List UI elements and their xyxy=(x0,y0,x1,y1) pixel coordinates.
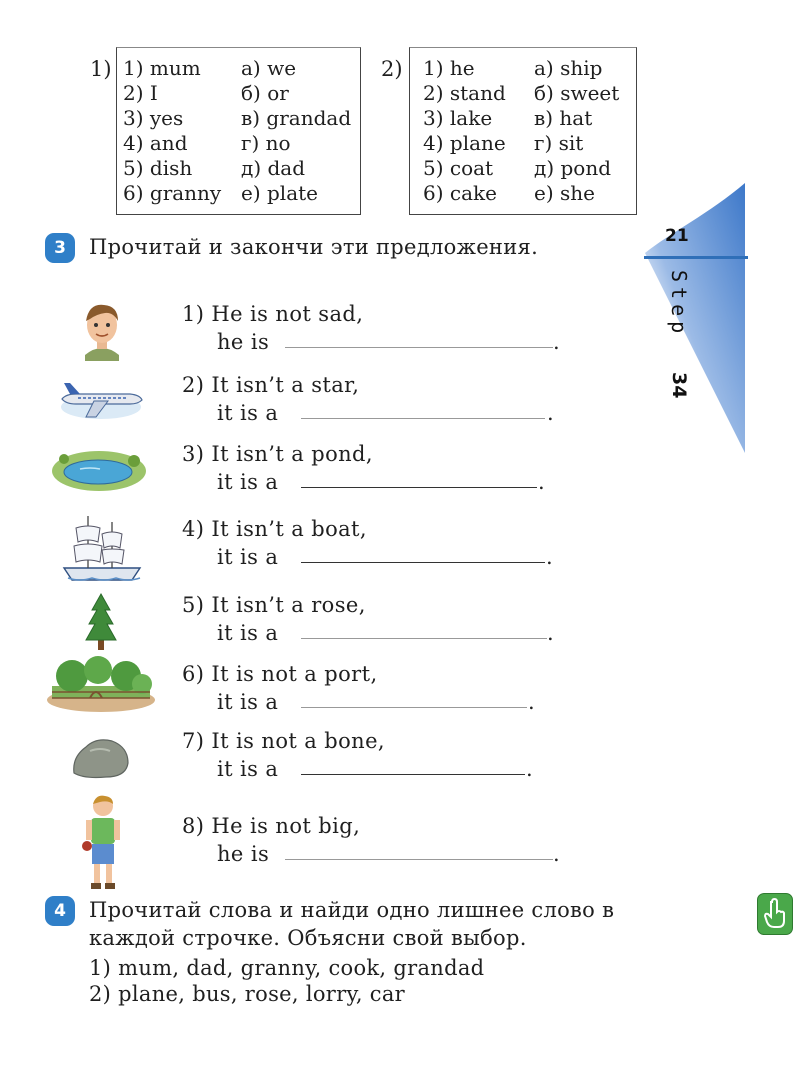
exercise2-part1-number: 1) xyxy=(90,57,112,81)
sentence-5-line2: it is a xyxy=(217,621,279,645)
sentence-2-end: . xyxy=(547,401,555,425)
list-item: 4) plane xyxy=(423,131,506,155)
exercise3-instruction: Прочитай и закончи эти предложения. xyxy=(89,235,539,259)
list-item: а) ship xyxy=(534,56,603,80)
exercise-number-badge: 4 xyxy=(45,896,75,926)
table1-right-column xyxy=(241,56,351,206)
sentence-3-end: . xyxy=(538,470,546,494)
exercise2-part2-number: 2) xyxy=(381,57,403,81)
boy-figure-illustration xyxy=(78,794,126,894)
table2-right-column xyxy=(534,56,619,206)
ship-illustration xyxy=(60,508,144,584)
list-item: е) she xyxy=(534,181,595,205)
list-item: в) hat xyxy=(534,106,593,130)
side-decoration xyxy=(640,183,750,453)
page-number-underline xyxy=(644,256,748,259)
boy-face-illustration xyxy=(75,297,129,361)
sentence-4-line2: it is a xyxy=(217,545,279,569)
list-item: 5) dish xyxy=(123,156,193,180)
list-item: 1) he xyxy=(423,56,475,80)
step-label: Step xyxy=(667,270,691,339)
interactive-tab-button[interactable] xyxy=(757,893,793,935)
sentence-8-line2: he is xyxy=(217,842,270,866)
sentence-2-line1: 2) It isn’t a star, xyxy=(182,373,360,397)
exercise4-instruction-line2: каждой строчке. Объясни свой выбор. xyxy=(89,926,527,950)
answer-blank-3[interactable] xyxy=(301,487,537,488)
sentence-5-line1: 5) It isn’t a rose, xyxy=(182,593,366,617)
answer-blank-6[interactable] xyxy=(301,707,527,708)
list-item: 3) lake xyxy=(423,106,493,130)
sentence-6-end: . xyxy=(528,690,536,714)
answer-blank-1[interactable] xyxy=(285,347,553,348)
sentence-4-line1: 4) It isn’t a boat, xyxy=(182,517,367,541)
answer-blank-7[interactable] xyxy=(301,774,525,775)
word-row-1: 1) mum, dad, granny, cook, grandad xyxy=(89,956,485,980)
sentence-6-line2: it is a xyxy=(217,690,279,714)
sentence-6-line1: 6) It is not a port, xyxy=(182,662,378,686)
list-item: 4) and xyxy=(123,131,188,155)
answer-blank-5[interactable] xyxy=(301,638,547,639)
list-item: 2) stand xyxy=(423,81,506,105)
list-item: 6) granny xyxy=(123,181,222,205)
sentence-1-end: . xyxy=(553,330,561,354)
list-item: 6) cake xyxy=(423,181,497,205)
sentence-4-end: . xyxy=(546,545,554,569)
list-item: 5) coat xyxy=(423,156,494,180)
page-number: 21 xyxy=(665,226,689,246)
list-item: г) sit xyxy=(534,131,584,155)
sentence-7-line2: it is a xyxy=(217,757,279,781)
matching-table-1 xyxy=(116,47,361,215)
answer-blank-4[interactable] xyxy=(301,562,545,563)
sentence-3-line2: it is a xyxy=(217,470,279,494)
sentence-5-end: . xyxy=(547,621,555,645)
pointing-hand-icon xyxy=(758,894,792,934)
sentence-1-line1: 1) He is not sad, xyxy=(182,302,364,326)
matching-table-2 xyxy=(409,47,637,215)
park-illustration xyxy=(46,656,156,714)
rock-illustration xyxy=(70,733,132,779)
sentence-8-line1: 8) He is not big, xyxy=(182,814,361,838)
sentence-3-line1: 3) It isn’t a pond, xyxy=(182,442,373,466)
list-item: д) pond xyxy=(534,156,612,180)
list-item: а) we xyxy=(241,56,297,80)
sentence-2-line2: it is a xyxy=(217,401,279,425)
answer-blank-2[interactable] xyxy=(301,418,545,419)
list-item: в) grandad xyxy=(241,106,352,130)
lake-illustration xyxy=(50,445,148,493)
sentence-7-line1: 7) It is not a bone, xyxy=(182,729,385,753)
list-item: б) or xyxy=(241,81,289,105)
word-row-2: 2) plane, bus, rose, lorry, car xyxy=(89,982,406,1006)
table2-left-column xyxy=(423,56,506,206)
sentence-1-line2: he is xyxy=(217,330,270,354)
exercise4-instruction-line1: Прочитай слова и найди одно лишнее слово в xyxy=(89,898,615,922)
sentence-8-end: . xyxy=(553,842,561,866)
list-item: д) dad xyxy=(241,156,306,180)
step-number: 34 xyxy=(668,372,690,399)
list-item: е) plate xyxy=(241,181,318,205)
tree-illustration xyxy=(84,592,118,652)
exercise-number-badge: 3 xyxy=(45,233,75,263)
plane-illustration xyxy=(56,375,146,425)
list-item: 3) yes xyxy=(123,106,184,130)
list-item: г) no xyxy=(241,131,291,155)
answer-blank-8[interactable] xyxy=(285,859,553,860)
sentence-7-end: . xyxy=(526,757,534,781)
list-item: 2) I xyxy=(123,81,158,105)
table1-left-column xyxy=(123,56,221,206)
list-item: б) sweet xyxy=(534,81,620,105)
list-item: 1) mum xyxy=(123,56,201,80)
